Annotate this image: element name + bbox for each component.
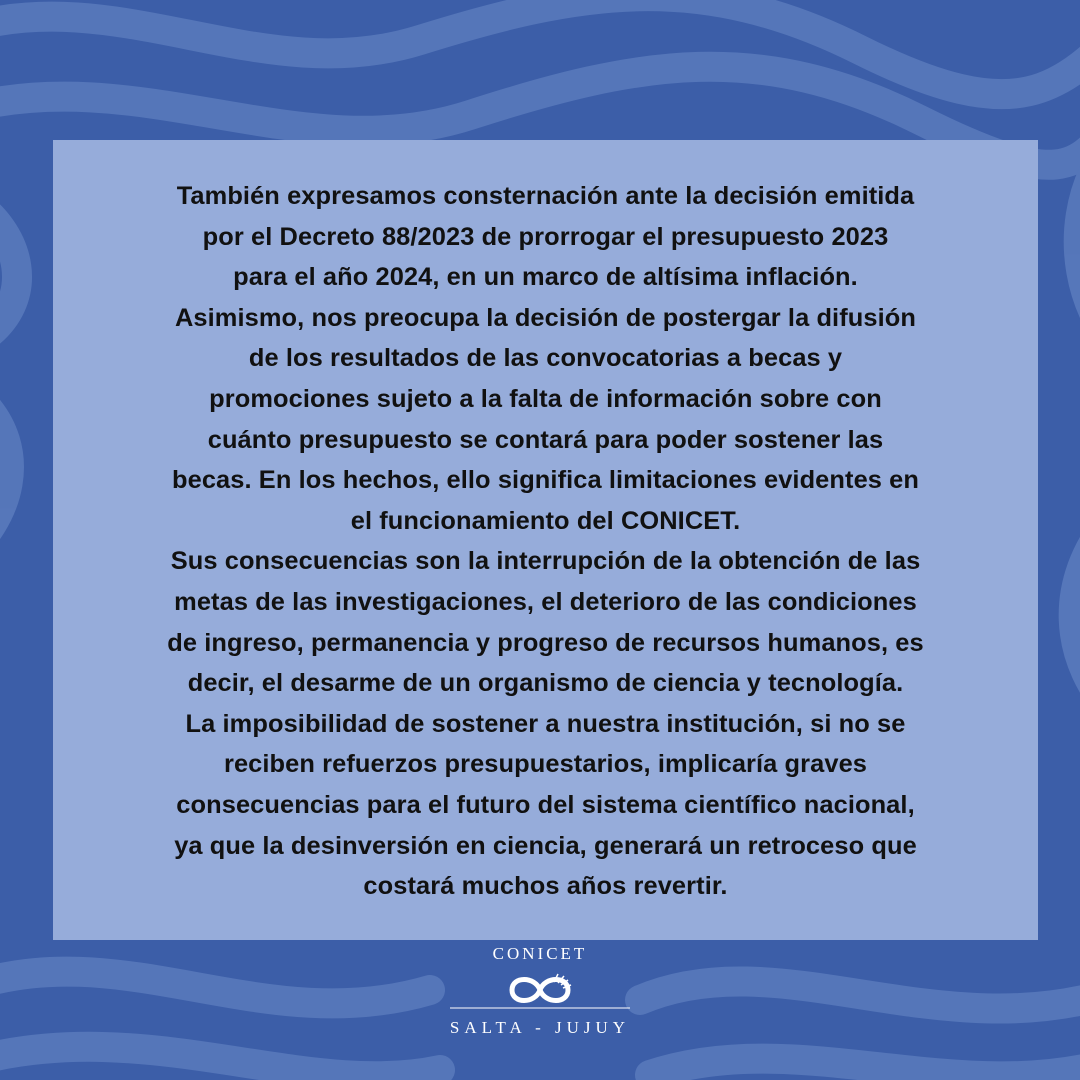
statement-text [73, 176, 1018, 907]
infinity-sun-icon [440, 970, 640, 1010]
statement-line: Asimismo, nos preocupa la decisión de postergar la difusión [175, 303, 916, 332]
statement-line: el funcionamiento del CONICET. [350, 506, 741, 535]
statement-line: ya que la desinversión en ciencia, generará un retroceso que [174, 831, 917, 860]
statement-line: También expresamos consternación ante la decisión emitida [176, 182, 915, 210]
statement-line: por el Decreto 88/2023 de prorrogar el presupuesto 2023 [202, 222, 889, 251]
statement-line: La imposibilidad de sostener a nuestra institución, si no se [185, 709, 906, 738]
logo-bottom-text: SALTA - JUJUY [449, 1018, 631, 1037]
statement-line: para el año 2024, en un marco de altísima inflación. [233, 263, 858, 292]
statement-line: costará muchos años revertir. [363, 872, 728, 901]
statement-line: consecuencias para el futuro del sistema científico nacional, [176, 790, 915, 819]
logo-top-text: CONICET [492, 944, 588, 963]
statement-line: reciben refuerzos presupuestarios, implicaría graves [223, 750, 868, 779]
statement-line: metas de las investigaciones, el deterioro de las condiciones [174, 587, 917, 616]
statement-line: decir, el desarme de un organismo de ciencia y tecnología. [187, 669, 904, 698]
conicet-logo [420, 942, 660, 1062]
statement-line: de ingreso, permanencia y progreso de recursos humanos, es [167, 628, 924, 657]
statement-line: cuánto presupuesto se contará para poder sostener las [207, 425, 884, 454]
statement-line: promociones sujeto a la falta de información sobre con [209, 384, 882, 413]
statement-line: Sus consecuencias son la interrupción de la obtención de las [170, 547, 921, 576]
statement-line: de los resultados de las convocatorias a becas y [248, 344, 843, 373]
statement-line: becas. En los hechos, ello significa limitaciones evidentes en [171, 466, 920, 495]
statement-panel [53, 140, 1038, 940]
